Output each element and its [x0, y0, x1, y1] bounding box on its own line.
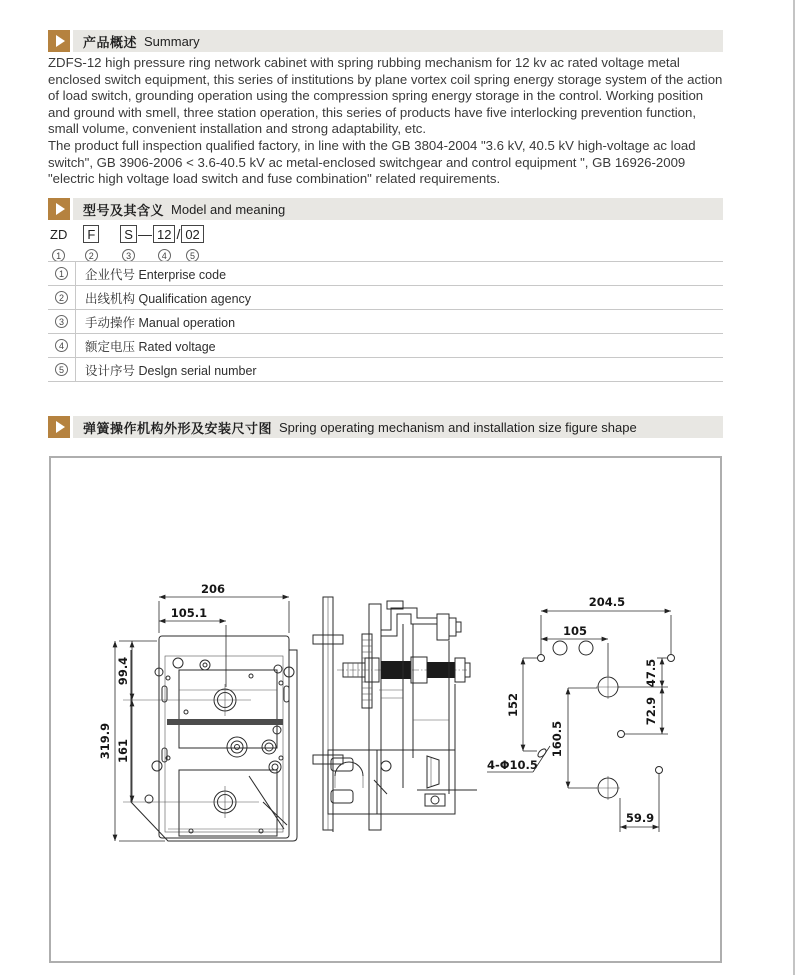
section-title-summary — [73, 30, 723, 52]
model-code-text: 02 — [181, 225, 203, 243]
table-row — [48, 358, 723, 382]
dim-label-152: 152 — [506, 692, 520, 718]
circled-number: 5 — [186, 249, 199, 262]
page-edge-line — [793, 0, 795, 975]
dim-label-161: 161 — [116, 738, 130, 764]
table-row — [48, 334, 723, 358]
table-row-label: 设计序号 Deslgn serial number — [85, 363, 257, 378]
model-code-dash: — — [137, 226, 152, 242]
section-title-model — [73, 198, 723, 220]
dim-label-105: 105 — [562, 624, 588, 638]
circled-number: 3 — [55, 315, 68, 328]
section-title-en: Summary — [144, 33, 200, 49]
circled-number: 4 — [55, 339, 68, 352]
section-arrow-icon — [48, 416, 70, 438]
model-code-box-3 — [153, 225, 175, 262]
circled-number: 3 — [122, 249, 135, 262]
model-code-diagram — [50, 225, 204, 262]
section-header-model — [48, 198, 723, 220]
section-arrow-icon — [48, 198, 70, 220]
summary-paragraph-1: ZDFS-12 high pressure ring network cabinet with spring rubbing mechanism for 12 kv ac rated voltage metal enclosed switch equipment, this series of institutions by plane vortex coil spring energy storage system of the action of load switch, grounding operation using the compression spring energy storage in the control. Working position and ground with smell, three station operation, this series of products have five interlocking prevention function, small volume, convenient installation and strong adaptability, etc. — [48, 55, 723, 137]
circled-number: 1 — [55, 267, 68, 280]
circled-number: 2 — [85, 249, 98, 262]
model-code-box-2 — [120, 225, 137, 262]
model-code-prefix — [50, 225, 67, 262]
model-code-box-1 — [83, 225, 99, 262]
model-code-text: S — [120, 225, 137, 243]
section-title-zh: 产品概述 — [83, 34, 138, 50]
table-row — [48, 262, 723, 286]
technical-drawing-panel — [49, 456, 722, 963]
section-header-drawing — [48, 416, 723, 438]
section-arrow-icon — [48, 30, 70, 52]
model-meaning-table — [48, 261, 723, 382]
summary-paragraph-2: The product full inspection qualified factory, in line with the GB 3804-2004 "3.6 kV, 40.5 kV high-voltage ac load switch", GB 3906-2006 < 3.6-40.5 kV ac metal-enclosed switchgear and control equipment ", GB 16926-2009 "electric high voltage load switch and fuse combination" related requirements. — [48, 137, 696, 187]
side-view-drawing — [313, 597, 477, 832]
technical-drawing — [51, 458, 720, 961]
section-title-en: Spring operating mechanism and installation size figure shape — [279, 419, 637, 435]
table-row-label: 额定电压 Rated voltage — [85, 339, 216, 354]
model-code-box-4 — [181, 225, 203, 262]
front-view-drawing — [98, 582, 297, 841]
dim-label-47-5: 47.5 — [644, 658, 658, 688]
dim-label-160-5: 160.5 — [550, 720, 564, 758]
dim-label-204-5: 204.5 — [588, 595, 626, 609]
circled-number: 1 — [52, 249, 65, 262]
circled-number: 5 — [55, 363, 68, 376]
dim-label-hole-note: 4-Φ10.5 — [487, 758, 538, 772]
dim-label-105-1: 105.1 — [170, 606, 208, 620]
section-title-drawing — [73, 416, 723, 438]
table-row — [48, 286, 723, 310]
section-header-summary — [48, 30, 723, 52]
model-code-text: F — [83, 225, 99, 243]
circled-number: 2 — [55, 291, 68, 304]
circled-number: 4 — [158, 249, 171, 262]
section-title-en: Model and meaning — [171, 201, 286, 217]
table-row-label: 企业代号 Enterprise code — [85, 267, 227, 282]
table-row-label: 手动操作 Manual operation — [85, 315, 236, 330]
model-code-text: 12 — [153, 225, 175, 243]
model-code-text: ZD — [50, 226, 68, 242]
dim-label-319-9: 319.9 — [98, 722, 112, 760]
hole-pattern-drawing — [487, 595, 675, 832]
dim-label-206: 206 — [200, 582, 226, 596]
model-code-slash: / — [176, 226, 181, 242]
dim-label-59-9: 59.9 — [625, 811, 655, 825]
section-title-zh: 型号及其含义 — [83, 202, 165, 218]
dim-label-72-9: 72.9 — [644, 696, 658, 726]
section-title-zh: 弹簧操作机构外形及安装尺寸图 — [83, 420, 273, 436]
table-row-label: 出线机构 Qualification agency — [85, 291, 252, 306]
table-row — [48, 310, 723, 334]
summary-text — [48, 55, 726, 188]
dim-label-99-4: 99.4 — [116, 656, 130, 686]
